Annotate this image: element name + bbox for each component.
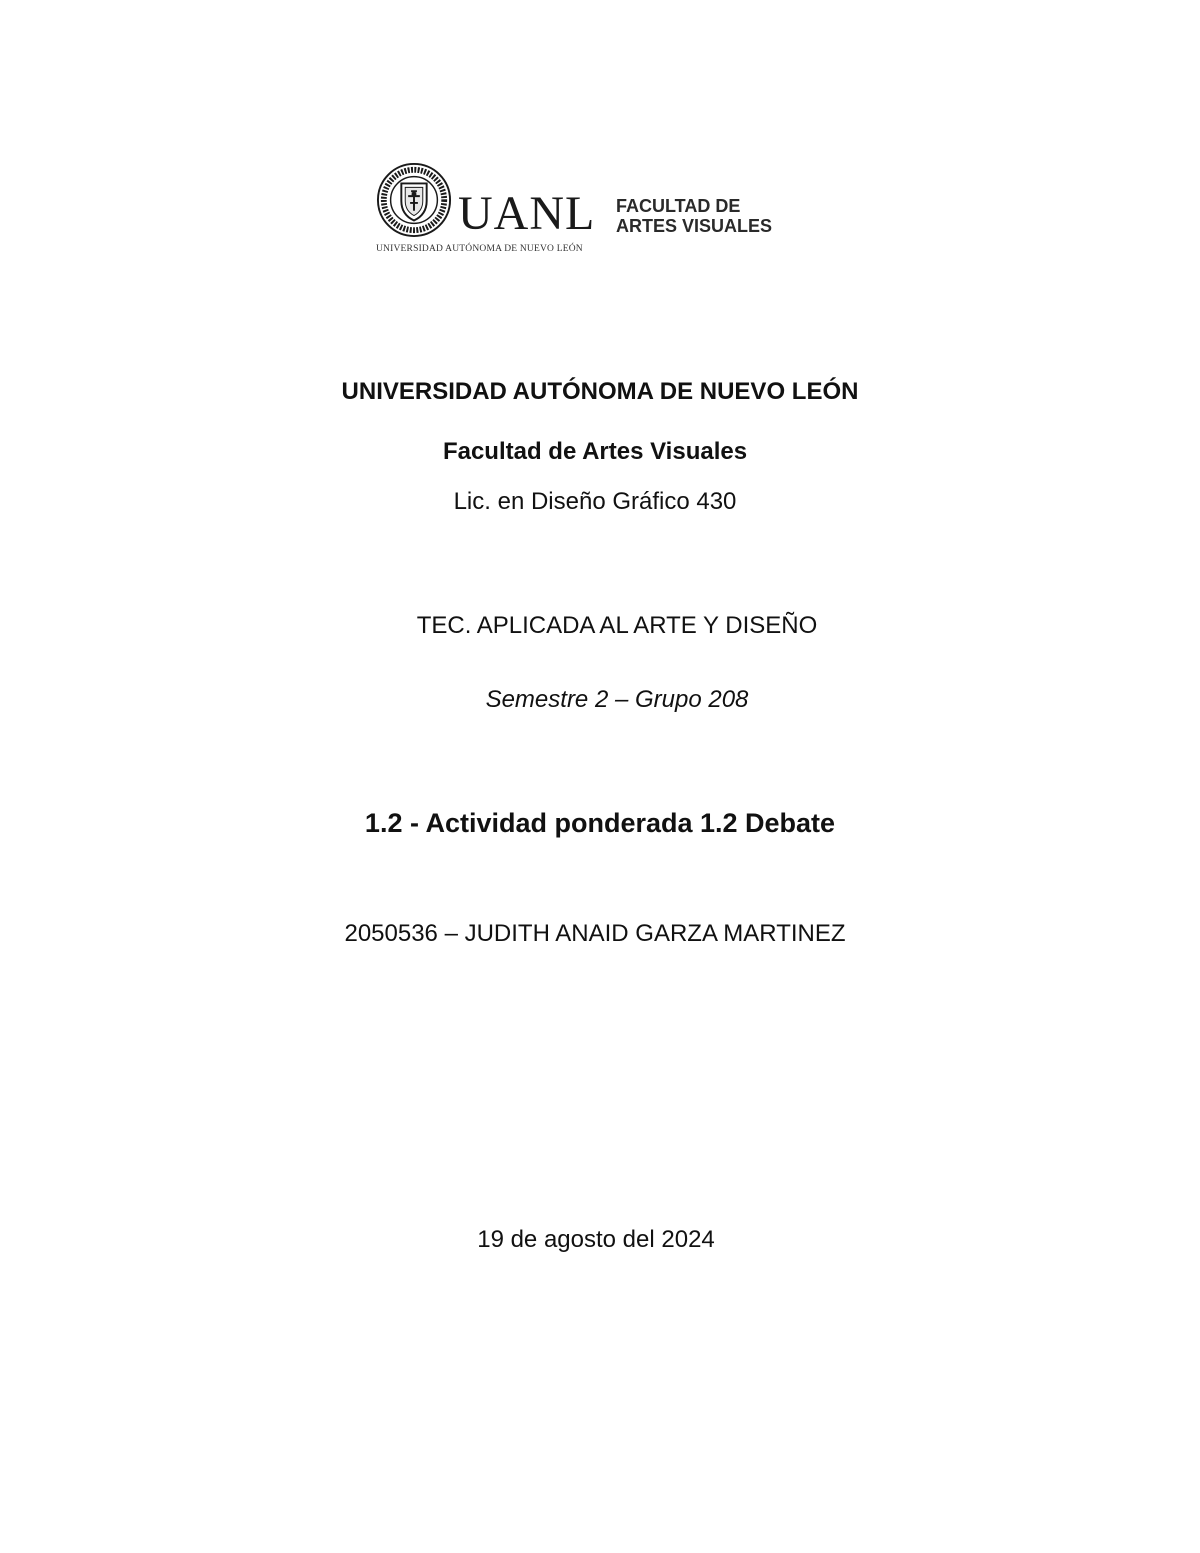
- uanl-wordmark: UANL: [458, 187, 596, 240]
- document-date: 19 de agosto del 2024: [477, 1226, 715, 1253]
- uanl-seal-icon: [376, 162, 452, 238]
- faculty-logo-text: [616, 196, 772, 236]
- university-name: UNIVERSIDAD AUTÓNOMA DE NUEVO LEÓN: [341, 378, 859, 405]
- subject-title: TEC. APLICADA AL ARTE Y DISEÑO: [416, 612, 818, 639]
- faculty-logo-line-1: FACULTAD DE: [616, 196, 741, 216]
- faculty-name: Facultad de Artes Visuales: [442, 438, 748, 465]
- logo-university-caption: UNIVERSIDAD AUTÓNOMA DE NUEVO LEÓN: [376, 244, 583, 254]
- faculty-logo-line-2: ARTES VISUALES: [616, 216, 773, 236]
- semester-group: Semestre 2 – Grupo 208: [485, 686, 749, 713]
- student-name: 2050536 – JUDITH ANAID GARZA MARTINEZ: [344, 920, 846, 947]
- activity-title: 1.2 - Actividad ponderada 1.2 Debate: [364, 808, 836, 838]
- degree-program: Lic. en Diseño Gráfico 430: [453, 488, 737, 515]
